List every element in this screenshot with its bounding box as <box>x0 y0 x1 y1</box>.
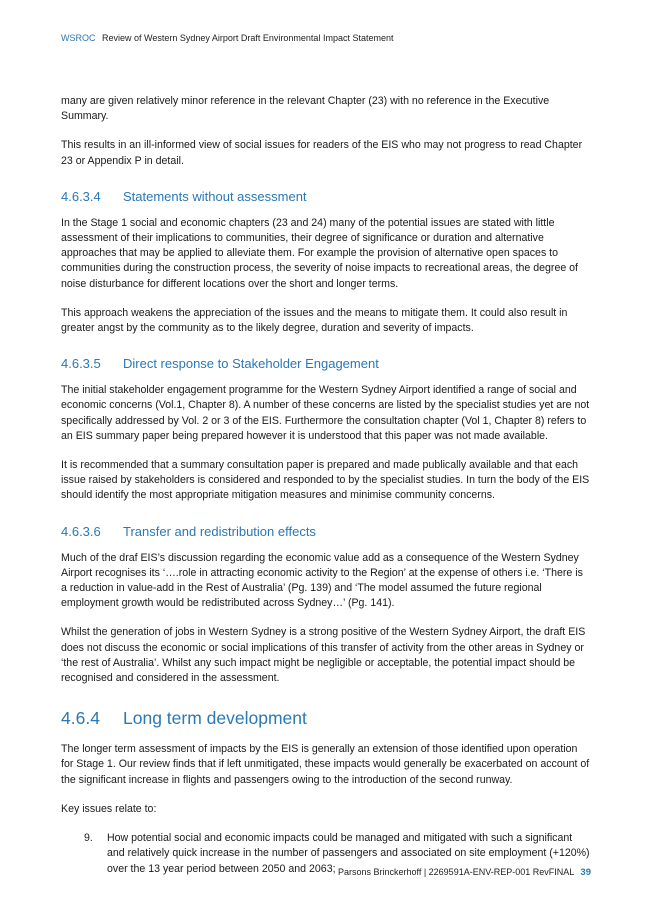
section-title: Transfer and redistribution effects <box>123 523 316 539</box>
section-title: Statements without assessment <box>123 188 307 204</box>
section-heading-464 <box>61 708 591 729</box>
paragraph: The initial stakeholder engagement programme for the Western Sydney Airport identified a range of social and economic concerns (Vol.1, Chapter 8). A number of these concerns are listed by the specialist studies yet are not specifically addressed by Vol. 2 or 3 of the EIS. Furthermore the consultation chapter (Vol 1, Chapter 8) refers to an EIS summary paper being prepared however it is understood that this paper was not made available. <box>61 384 590 442</box>
section-heading-4634 <box>61 189 591 204</box>
paragraph: The longer term assessment of impacts by the EIS is generally an extension of those identified upon operation for Stage 1. Our review finds that if left unmitigated, these impacts would generally be exacerbated on account of the significant increase in flights and passengers owing to the introduction of the second runway. <box>61 743 590 786</box>
paragraph: This approach weakens the appreciation of the issues and the means to mitigate them. It could also result in greater angst by the community as to the likely degree, duration and severity of impacts. <box>61 306 568 335</box>
page-header <box>61 33 393 43</box>
paragraph: Whilst the generation of jobs in Western Sydney is a strong positive of the Western Sydney Airport, the draft EIS does not discuss the economic or social implications of this transfer of activity from the other areas in Sydney or ‘the rest of Australia’. Whilst any such impact might be negligible or acceptable, the potential impact should be recognised and considered in the assessment. <box>61 626 586 685</box>
section-title: Direct response to Stakeholder Engagement <box>123 356 379 372</box>
document-body <box>61 94 591 877</box>
section-number: 4.6.4 <box>61 708 100 729</box>
section-number: 4.6.3.5 <box>61 356 101 372</box>
paragraph: Key issues relate to: <box>61 802 157 815</box>
section-heading-4636 <box>61 524 591 539</box>
footer-reference: Parsons Brinckerhoff | 2269591A-ENV-REP-001 RevFINAL <box>337 867 574 877</box>
paragraph: many are given relatively minor reference in the relevant Chapter (23) with no reference in the Executive Summary. <box>61 95 550 123</box>
header-brand: WSROC <box>61 33 96 43</box>
page-footer <box>338 867 591 878</box>
list-item-text: How potential social and economic impacts could be managed and mitigated with such a significant and relatively quick increase in the number of passengers and associated on site employment (+120%) over the 13 year period between 2050 and 2063; <box>107 832 590 875</box>
header-title: Review of Western Sydney Airport Draft Environmental Impact Statement <box>102 33 394 43</box>
paragraph: It is recommended that a summary consultation paper is prepared and made publically available and that each issue raised by stakeholders is considered and responded to by the specialist studies. In turn the body of the EIS should identify the most appropriate mitigation measures and minimise community concerns. <box>61 459 590 502</box>
paragraph: In the Stage 1 social and economic chapters (23 and 24) many of the potential issues are stated with little assessment of their implications to communities, their degree of significance or duration and alternative approaches that may be applied to alleviate them. For example the provision of alternative open spaces to communities during the construction process, the severity of noise impacts to recreational areas, the degree of noise disturbance for different locations over the short and longer terms. <box>61 216 579 290</box>
paragraph: This results in an ill-informed view of social issues for readers of the EIS who may not progress to read Chapter 23 or Appendix P in detail. <box>61 139 583 167</box>
list-item-number: 9. <box>84 832 93 845</box>
section-title: Long term development <box>123 708 307 729</box>
section-number: 4.6.3.4 <box>61 188 101 204</box>
paragraph: Much of the draf EIS’s discussion regarding the economic value add as a consequence of the Western Sydney Airport recognises its ‘….role in attracting economic activity to the Region’ at the expense of others i.e. ‘There is a reduction in value-add in the Rest of Australia’ (Pg. 139) and ‘The model assumed the future regional employment growth would be redistributed across Sydney…’ (Pg. 141). <box>61 551 583 610</box>
section-heading-4635 <box>61 356 591 371</box>
page-number: 39 <box>580 867 591 878</box>
section-number: 4.6.3.6 <box>61 523 101 539</box>
